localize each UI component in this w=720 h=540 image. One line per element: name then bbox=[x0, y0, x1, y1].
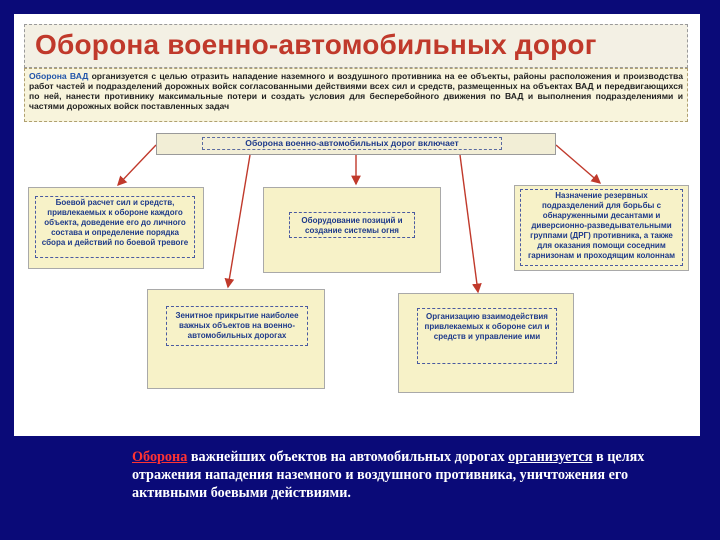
node-positions bbox=[263, 187, 441, 273]
node-reserves-label: Назначение резервных подразделений для борьбы с обнаруженными десантами и диверсионно-разведывательными группами (ДРГ) противника, а также для оказания помощи соседним гарнизонам и проходящим колоннам bbox=[520, 189, 683, 266]
caption-keyword-organized: организуется bbox=[508, 449, 593, 465]
intro-lead: Оборона ВАД bbox=[29, 71, 89, 81]
node-reserves bbox=[514, 185, 689, 271]
intro-text: организуется с целью отразить нападение наземного и воздушного противника на ее объекты, районы расположения и производства работ частей и подразделений дорожных войск согласованными действиями всех сил и средств, размещенных на объектах ВАД и передвигающихся по ней, нанести противнику максимальные потери и создать условия для бесперебойного движения по ВАД и выполнения подразделениями и частями дорожных войск поставленных задач bbox=[29, 71, 683, 111]
connector-bottom-right bbox=[460, 155, 478, 292]
connector-left bbox=[118, 145, 156, 185]
connector-bottom-left bbox=[228, 155, 250, 287]
slide-title: Оборона военно-автомобильных дорог bbox=[35, 29, 597, 60]
connector-right bbox=[556, 145, 600, 183]
node-combat-crew-label: Боевой расчет сил и средств, привлекаемых к обороне каждого объекта, доведение его до личного состава и определение порядка сбора и действий по боевой тревоге bbox=[35, 196, 195, 258]
node-coordination bbox=[398, 293, 574, 393]
caption-text-1: важнейших объектов на автомобильных дорогах bbox=[187, 449, 509, 465]
node-positions-label: Оборудование позиций и создание системы огня bbox=[289, 212, 415, 238]
caption bbox=[132, 448, 692, 502]
root-node-label: Оборона военно-автомобильных дорог включает bbox=[202, 137, 502, 150]
caption-text-2: в целях отражения нападения наземного и воздушного противника, уничтожения его активными боевыми действиями. bbox=[132, 449, 645, 501]
node-air-defense-label: Зенитное прикрытие наиболее важных объектов на военно-автомобильных дорогах bbox=[166, 306, 308, 346]
node-combat-crew bbox=[28, 187, 204, 269]
node-air-defense bbox=[147, 289, 325, 389]
root-node bbox=[156, 133, 556, 155]
node-coordination-label: Организацию взаимодействия привлекаемых к обороне сил и средств и управление ими bbox=[417, 308, 557, 364]
caption-keyword-defense: Оборона bbox=[132, 449, 188, 465]
